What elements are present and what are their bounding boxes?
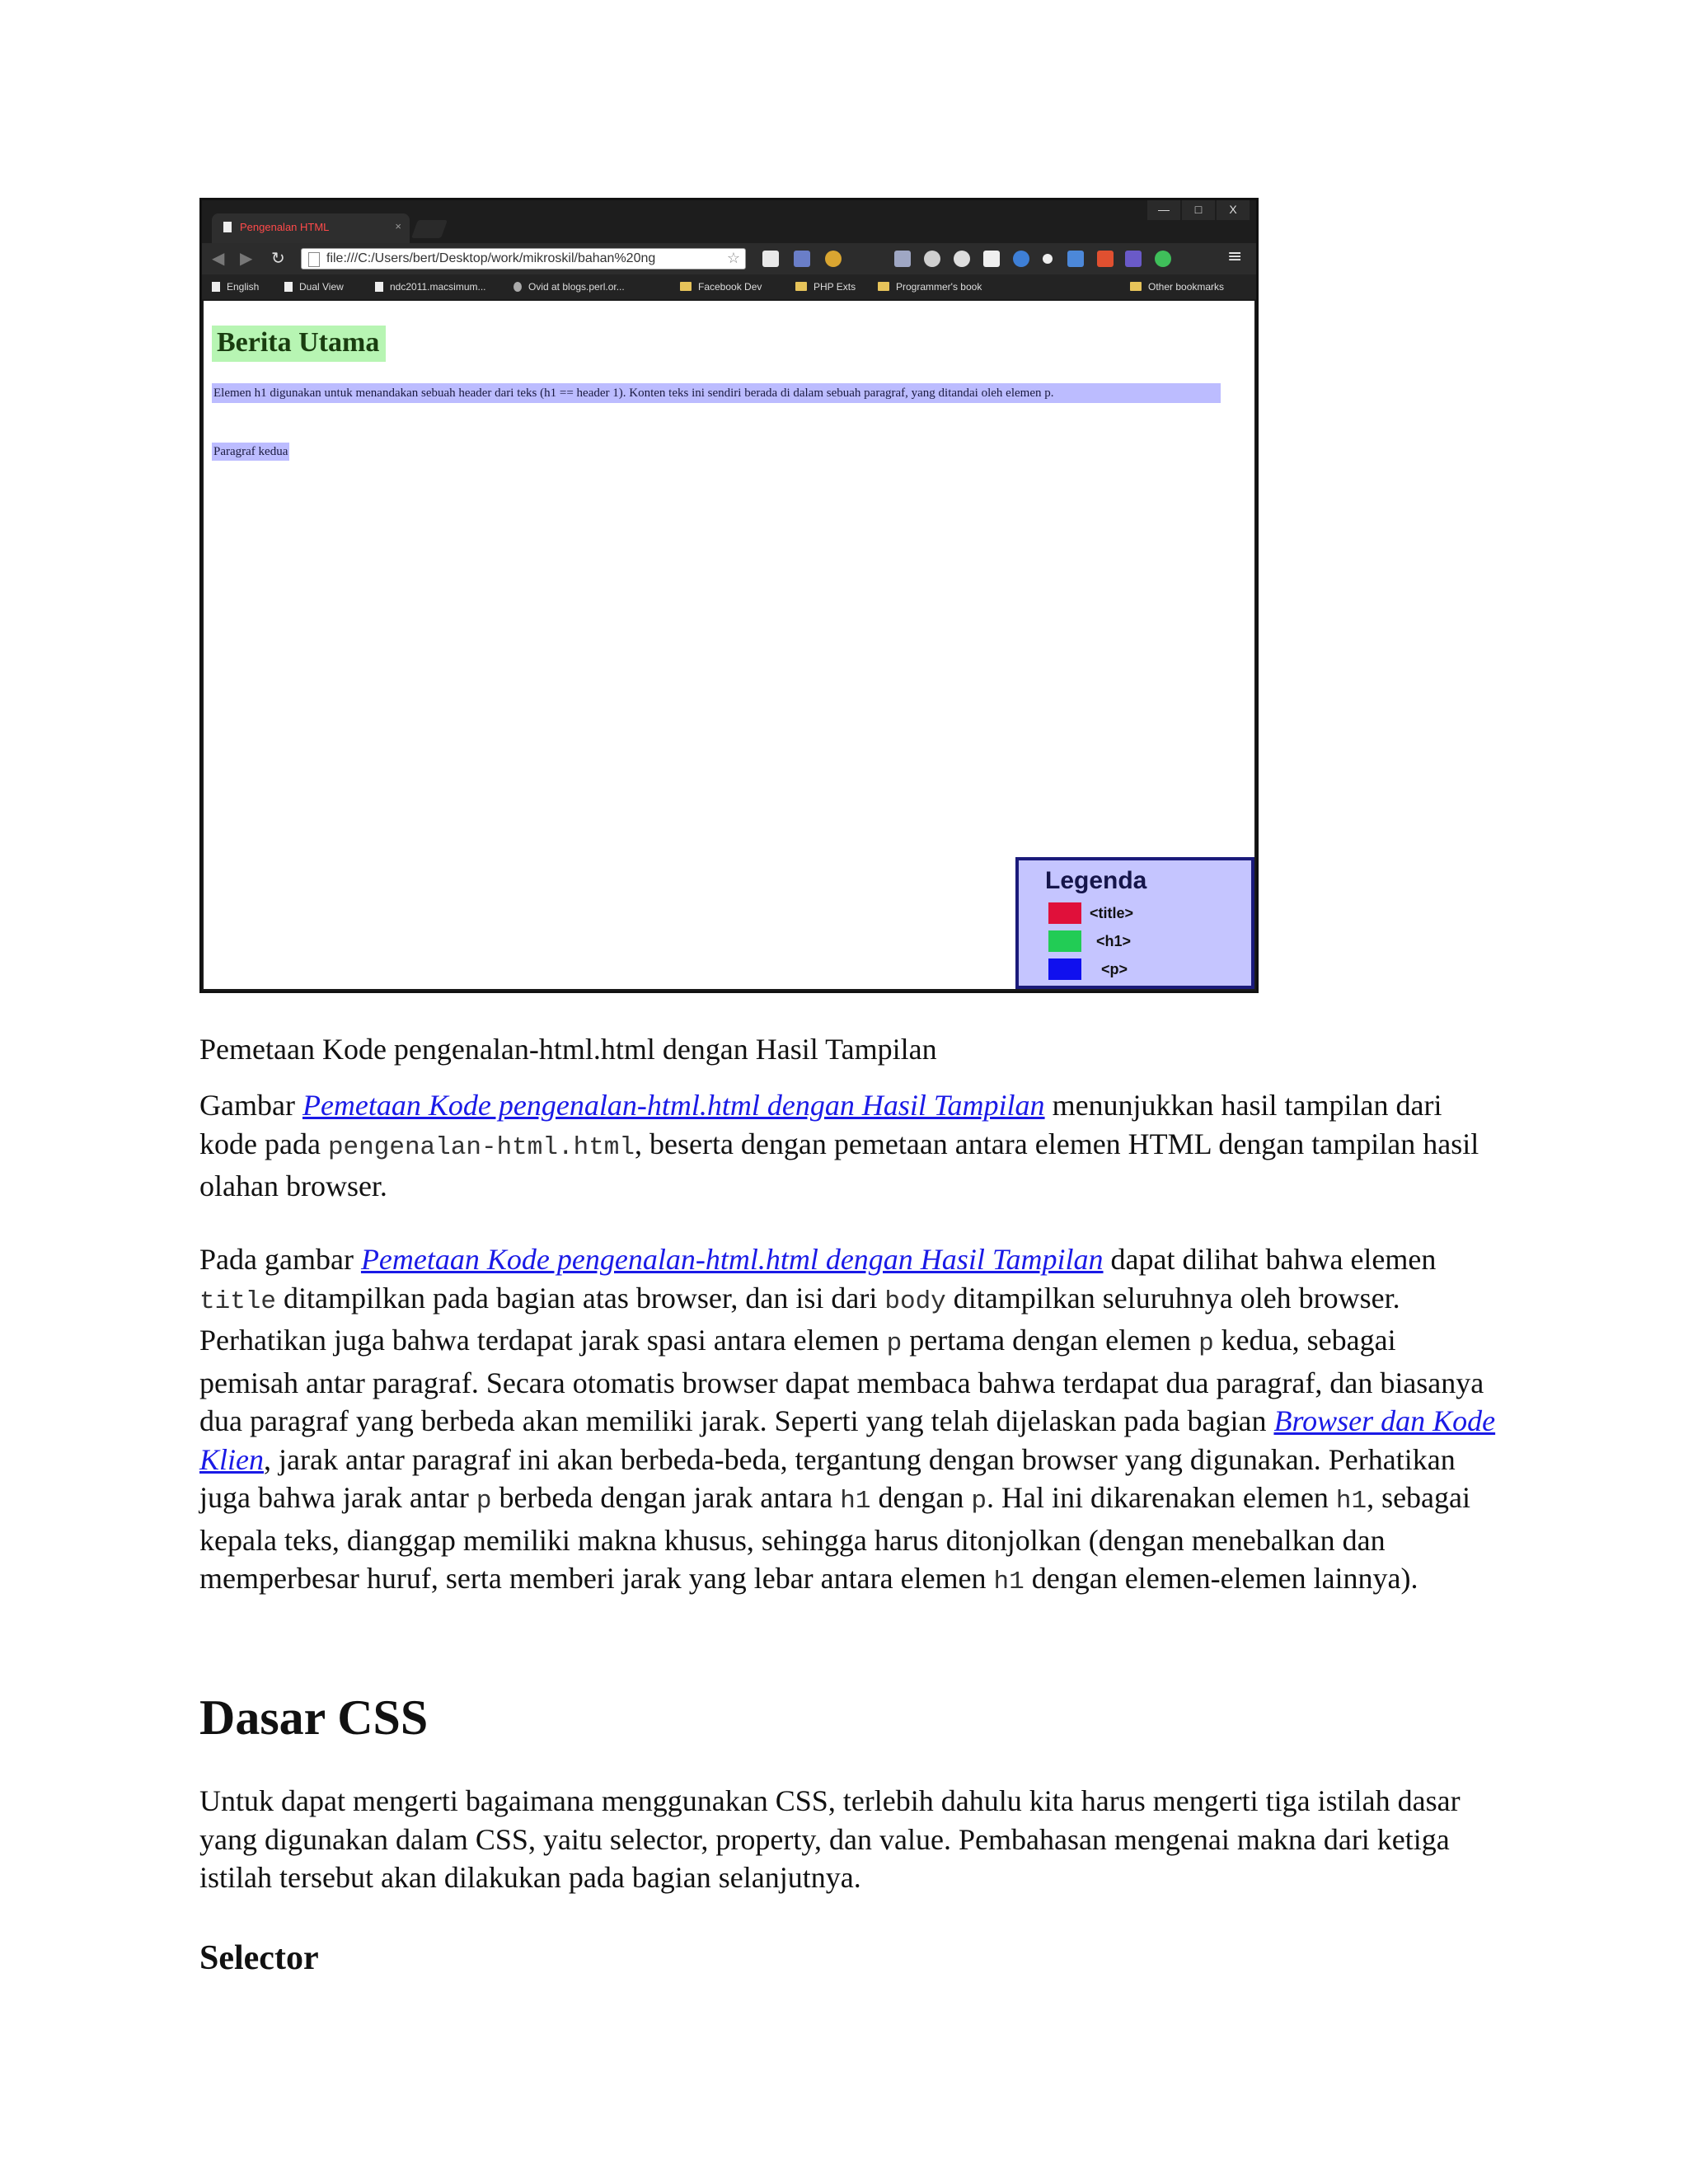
figure-link[interactable]: Pemetaan Kode pengenalan-html.html dengan Hasil Tampilan [360, 1243, 1104, 1276]
new-tab-button[interactable] [411, 220, 448, 238]
inline-code: pengenalan-html.html [327, 1132, 635, 1162]
section-heading: Dasar CSS [199, 1690, 429, 1745]
extension-icon[interactable] [954, 251, 970, 267]
extension-icon[interactable] [794, 251, 810, 267]
bookmark-item[interactable]: Dual View [284, 281, 344, 293]
tab-close-icon[interactable]: × [395, 220, 401, 232]
legend-item-h1 [1048, 930, 1131, 953]
globe-icon [513, 282, 522, 292]
extension-icon[interactable] [825, 251, 842, 267]
extension-icon[interactable] [1013, 251, 1029, 267]
page-icon [223, 222, 232, 232]
folder-icon [1130, 282, 1142, 291]
page-icon [284, 282, 293, 292]
browser-tab[interactable] [212, 213, 410, 243]
forward-arrow-icon[interactable]: ▶ [240, 248, 253, 268]
folder-icon [795, 282, 807, 291]
extension-icon[interactable] [1067, 251, 1084, 267]
bookmarks-bar [202, 274, 1256, 299]
extension-icon[interactable] [983, 251, 1000, 267]
bookmark-item[interactable]: Ovid at blogs.perl.or... [513, 281, 625, 293]
inline-code: h1 [840, 1487, 871, 1516]
extension-icon[interactable] [1097, 251, 1114, 267]
extension-icon[interactable] [762, 251, 779, 267]
extension-icon[interactable] [1043, 254, 1053, 264]
legend-item-title [1048, 902, 1133, 925]
inline-code: body [884, 1286, 946, 1316]
legend-label: <p> [1101, 960, 1128, 977]
inline-code: p [476, 1487, 492, 1516]
extension-icon[interactable] [924, 251, 940, 267]
browser-titlebar [202, 200, 1256, 243]
extension-icon[interactable] [894, 251, 911, 267]
folder-icon [680, 282, 692, 291]
back-arrow-icon[interactable]: ◀ [212, 248, 225, 268]
page-icon [308, 252, 320, 267]
bookmark-folder[interactable]: Programmer's book [878, 281, 982, 293]
page-icon [212, 282, 220, 292]
browser-screenshot-figure [199, 198, 1259, 993]
page-icon [375, 282, 383, 292]
bookmark-item[interactable]: English [212, 281, 259, 293]
subsection-heading: Selector [199, 1939, 319, 1977]
figure-link[interactable]: Pemetaan Kode pengenalan-html.html dengan Hasil Tampilan [302, 1089, 1045, 1122]
window-controls [1147, 200, 1250, 220]
legend-title: Legenda [1045, 867, 1147, 894]
bookmark-item[interactable]: ndc2011.macsimum... [375, 281, 486, 293]
inline-code: p [971, 1487, 987, 1516]
folder-icon [878, 282, 889, 291]
inline-code: title [199, 1286, 277, 1316]
address-bar[interactable] [301, 248, 746, 269]
close-window-button[interactable]: X [1217, 200, 1250, 220]
menu-icon[interactable]: ≡ [1227, 246, 1243, 267]
reload-icon[interactable]: ↻ [271, 248, 285, 268]
browser-viewport [204, 301, 1254, 989]
legend-item-p [1048, 958, 1128, 981]
extension-icon[interactable] [1125, 251, 1142, 267]
inline-code: p [886, 1329, 903, 1358]
bookmark-folder[interactable]: PHP Exts [795, 281, 856, 293]
tab-title: Pengenalan HTML [240, 221, 330, 233]
bookmark-folder[interactable]: Facebook Dev [680, 281, 762, 293]
extension-icon[interactable] [1155, 251, 1171, 267]
section-link[interactable]: Browser dan Kode Klien [199, 1404, 1496, 1476]
demo-paragraph-2: Paragraf kedua [212, 443, 289, 461]
inline-code: h1 [1335, 1487, 1367, 1516]
paragraph-1: Gambar Pemetaan Kode pengenalan-html.html dengan Hasil Tampilan menunjukkan hasil tampilan dari kode pada pengenalan-html.html, beserta dengan pemetaan antara elemen HTML dengan tampilan hasil olahan browser. [199, 1089, 1479, 1202]
bookmark-folder[interactable]: Other bookmarks [1130, 281, 1224, 293]
legend-box [1015, 857, 1254, 989]
inline-code: p [1198, 1329, 1214, 1358]
legend-swatch [1048, 902, 1081, 924]
inline-code: h1 [993, 1568, 1025, 1596]
legend-label: <title> [1090, 904, 1134, 921]
star-icon[interactable]: ☆ [726, 250, 740, 266]
paragraph-2: Pada gambar Pemetaan Kode pengenalan-html.html dengan Hasil Tampilan dapat dilihat bahwa elemen title ditampilkan pada bagian atas browser, dan isi dari body ditampilkan seluruhnya oleh browser. Perhatikan juga bahwa terdapat jarak spasi antara elemen p pertama dengan elemen p kedua, sebagai pemisah antar paragraf. Secara otomatis browser dapat membaca bahwa terdapat dua paragraf, dan biasanya dua paragraf yang berbeda akan memiliki jarak. Seperti yang telah dijelaskan pada bagian Browser dan Kode Klien, jarak antar paragraf ini akan berbeda-beda, tergantung dengan browser yang digunakan. Perhatikan juga bahwa jarak antar p berbeda dengan jarak antara h1 dengan p. Hal ini dikarenakan elemen h1, sebagai kepala teks, dianggap memiliki makna khusus, sehingga harus ditonjolkan (dengan menebalkan dan memperbesar huruf, serta memberi jarak yang lebar antara elemen h1 dengan elemen-elemen lainnya). [199, 1243, 1496, 1596]
demo-heading: Berita Utama [212, 326, 386, 362]
browser-toolbar [202, 243, 1256, 274]
demo-paragraph-1: Elemen h1 digunakan untuk menandakan sebuah header dari teks (h1 == header 1). Konten teks ini sendiri berada di dalam sebuah paragraf, yang ditandai oleh elemen p. [212, 383, 1221, 403]
maximize-button[interactable]: □ [1182, 200, 1215, 220]
paragraph-3: Untuk dapat mengerti bagaimana menggunakan CSS, terlebih dahulu kita harus mengerti tiga istilah dasar yang digunakan dalam CSS, yaitu selector, property, dan value. Pembahasan mengenai makna dari ketiga istilah tersebut akan dilakukan pada bagian selanjutnya. [199, 1784, 1461, 1894]
minimize-button[interactable]: — [1147, 200, 1180, 220]
legend-label: <h1> [1096, 932, 1132, 949]
legend-swatch [1048, 930, 1081, 952]
figure-caption: Pemetaan Kode pengenalan-html.html dengan Hasil Tampilan [199, 1033, 937, 1066]
legend-swatch [1048, 958, 1081, 980]
address-bar-url: file:///C:/Users/bert/Desktop/work/mikroskil/bahan%20ng [326, 251, 656, 265]
